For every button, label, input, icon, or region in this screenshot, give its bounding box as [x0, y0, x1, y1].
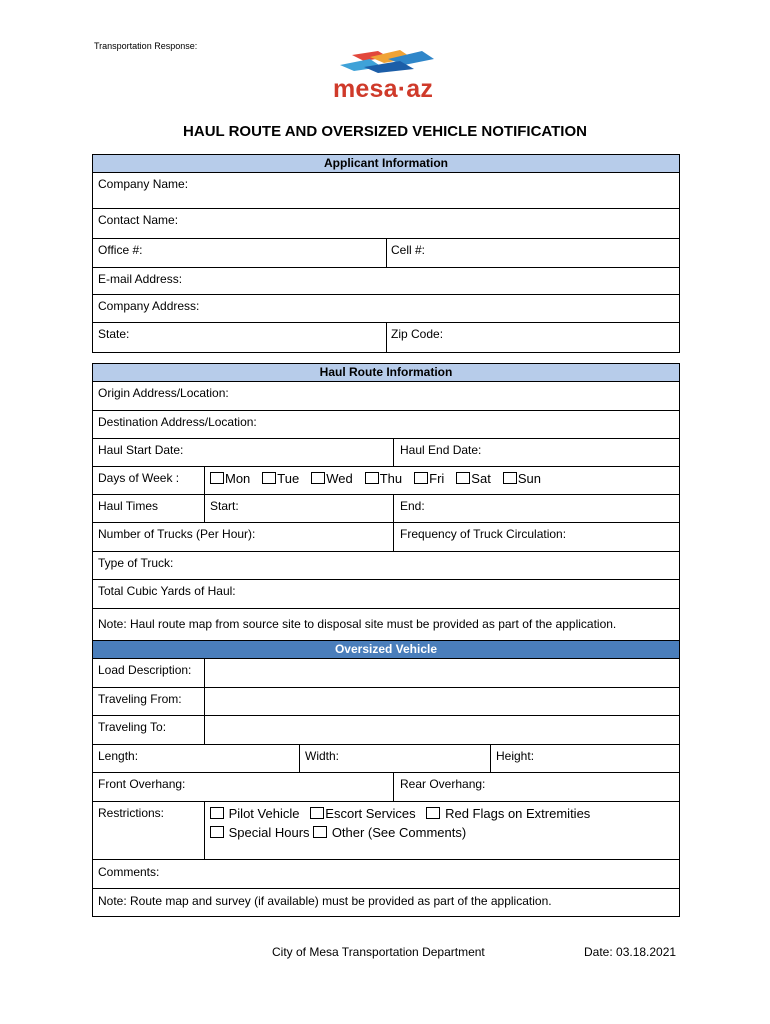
checkbox-sat[interactable] [456, 472, 470, 484]
days-of-week-row [92, 466, 680, 495]
traveling-from-label: Traveling From: [98, 692, 182, 706]
origin-label: Origin Address/Location: [98, 386, 229, 400]
company-address-label: Company Address: [98, 299, 200, 313]
footer-department: City of Mesa Transportation Department [272, 945, 485, 959]
cell-field[interactable] [386, 239, 430, 267]
day-wed-label: Wed [326, 471, 353, 486]
state-zip-row [92, 322, 680, 353]
checkbox-thu[interactable] [365, 472, 379, 484]
checkbox-tue[interactable] [262, 472, 276, 484]
haul-start-date-label: Haul Start Date: [98, 443, 184, 457]
overhang-row [92, 772, 680, 802]
checkbox-escort-services[interactable] [310, 807, 324, 819]
checkbox-sun[interactable] [503, 472, 517, 484]
transportation-response-label: Transportation Response: [94, 41, 198, 51]
haul-times-row [92, 494, 680, 523]
front-overhang-field[interactable] [93, 773, 393, 801]
width-label: Width: [305, 749, 340, 763]
cell-label: Cell #: [391, 243, 426, 257]
checkbox-fri[interactable] [414, 472, 428, 484]
end-time-label: End: [400, 499, 425, 513]
email-label: E-mail Address: [98, 272, 183, 286]
comments-row[interactable] [92, 859, 680, 889]
load-description-row [92, 658, 680, 688]
height-label: Height: [496, 749, 535, 763]
day-tue-label: Tue [277, 471, 300, 486]
company-name-row[interactable] [92, 172, 680, 209]
restriction-pilot-vehicle-label: Pilot Vehicle [228, 806, 300, 821]
checkbox-pilot-vehicle[interactable] [210, 807, 224, 819]
rear-overhang-field[interactable] [395, 773, 490, 801]
front-overhang-label: Front Overhang: [98, 777, 186, 791]
destination-row[interactable] [92, 410, 680, 439]
haul-start-date-field[interactable] [93, 439, 393, 466]
haul-section-header: Haul Route Information [92, 363, 680, 382]
oversized-note-text: Note: Route map and survey (if available) must be provided as part of the application. [98, 894, 552, 908]
haul-start-time-field[interactable] [205, 495, 393, 522]
origin-row[interactable] [92, 381, 680, 411]
oversized-section-header: Oversized Vehicle [92, 640, 680, 659]
length-label: Length: [98, 749, 139, 763]
days-of-week-label: Days of Week : [98, 471, 180, 485]
company-address-row[interactable] [92, 294, 680, 323]
applicant-section-header: Applicant Information [92, 154, 680, 173]
day-fri-label: Fri [429, 471, 445, 486]
checkbox-special-hours[interactable] [210, 826, 224, 838]
restriction-red-flags-label: Red Flags on Extremities [445, 806, 591, 821]
zip-label: Zip Code: [391, 327, 444, 341]
page-title: HAUL ROUTE AND OVERSIZED VEHICLE NOTIFICATION [183, 123, 587, 140]
checkbox-other[interactable] [313, 826, 327, 838]
day-sun-label: Sun [517, 471, 541, 486]
restrictions-label: Restrictions: [98, 806, 165, 820]
office-field[interactable] [93, 239, 386, 267]
day-thu-label: Thu [379, 471, 403, 486]
zip-field[interactable] [386, 323, 448, 352]
checkbox-wed[interactable] [311, 472, 325, 484]
contact-name-label: Contact Name: [98, 213, 179, 227]
load-description-label: Load Description: [98, 663, 192, 677]
trucks-per-hour-label: Number of Trucks (Per Hour): [98, 527, 256, 541]
cubic-yards-row[interactable] [92, 579, 680, 609]
traveling-to-row [92, 715, 680, 745]
office-cell-row [92, 238, 680, 268]
height-field[interactable] [491, 745, 539, 772]
width-field[interactable] [300, 745, 490, 772]
haul-end-date-label: Haul End Date: [400, 443, 482, 457]
footer-date: Date: 03.18.2021 [584, 945, 677, 959]
restrictions-checkbox-group [205, 802, 595, 859]
restriction-special-hours-label: Special Hours [228, 825, 310, 840]
haul-dates-row [92, 438, 680, 467]
destination-label: Destination Address/Location: [98, 415, 257, 429]
restriction-other-label: Other (See Comments) [331, 825, 467, 840]
state-label: State: [98, 327, 130, 341]
dimensions-row [92, 744, 680, 773]
truck-frequency-field[interactable] [395, 523, 571, 551]
checkbox-red-flags[interactable] [426, 807, 440, 819]
start-time-label: Start: [210, 499, 239, 513]
days-checkbox-group [205, 467, 558, 494]
traveling-to-label: Traveling To: [98, 720, 167, 734]
haul-end-date-field[interactable] [395, 439, 486, 466]
haul-note-row [92, 608, 680, 641]
length-field[interactable] [93, 745, 299, 772]
checkbox-mon[interactable] [210, 472, 224, 484]
load-description-input[interactable] [205, 659, 681, 687]
comments-label: Comments: [98, 865, 160, 879]
traveling-from-input[interactable] [205, 688, 681, 715]
truck-frequency-label: Frequency of Truck Circulation: [400, 527, 567, 541]
trucks-row [92, 522, 680, 552]
traveling-to-input[interactable] [205, 716, 681, 744]
haul-times-label: Haul Times [98, 499, 159, 513]
restriction-escort-services-label: Escort Services [325, 806, 416, 821]
truck-type-row[interactable] [92, 551, 680, 580]
restrictions-row [92, 801, 680, 860]
haul-end-time-field[interactable] [395, 495, 430, 522]
oversized-note-row [92, 888, 680, 917]
contact-name-row[interactable] [92, 208, 680, 239]
logo-wordmark: mesa·az [333, 75, 434, 103]
trucks-per-hour-field[interactable] [93, 523, 393, 551]
email-row[interactable] [92, 267, 680, 295]
truck-type-label: Type of Truck: [98, 556, 174, 570]
cubic-yards-label: Total Cubic Yards of Haul: [98, 584, 236, 598]
state-field[interactable] [93, 323, 386, 352]
traveling-from-row [92, 687, 680, 716]
day-mon-label: Mon [225, 471, 251, 486]
company-name-label: Company Name: [98, 177, 189, 191]
day-sat-label: Sat [471, 471, 491, 486]
haul-note-text: Note: Haul route map from source site to disposal site must be provided as part of the application. [98, 617, 617, 631]
office-label: Office #: [98, 243, 143, 257]
rear-overhang-label: Rear Overhang: [400, 777, 486, 791]
